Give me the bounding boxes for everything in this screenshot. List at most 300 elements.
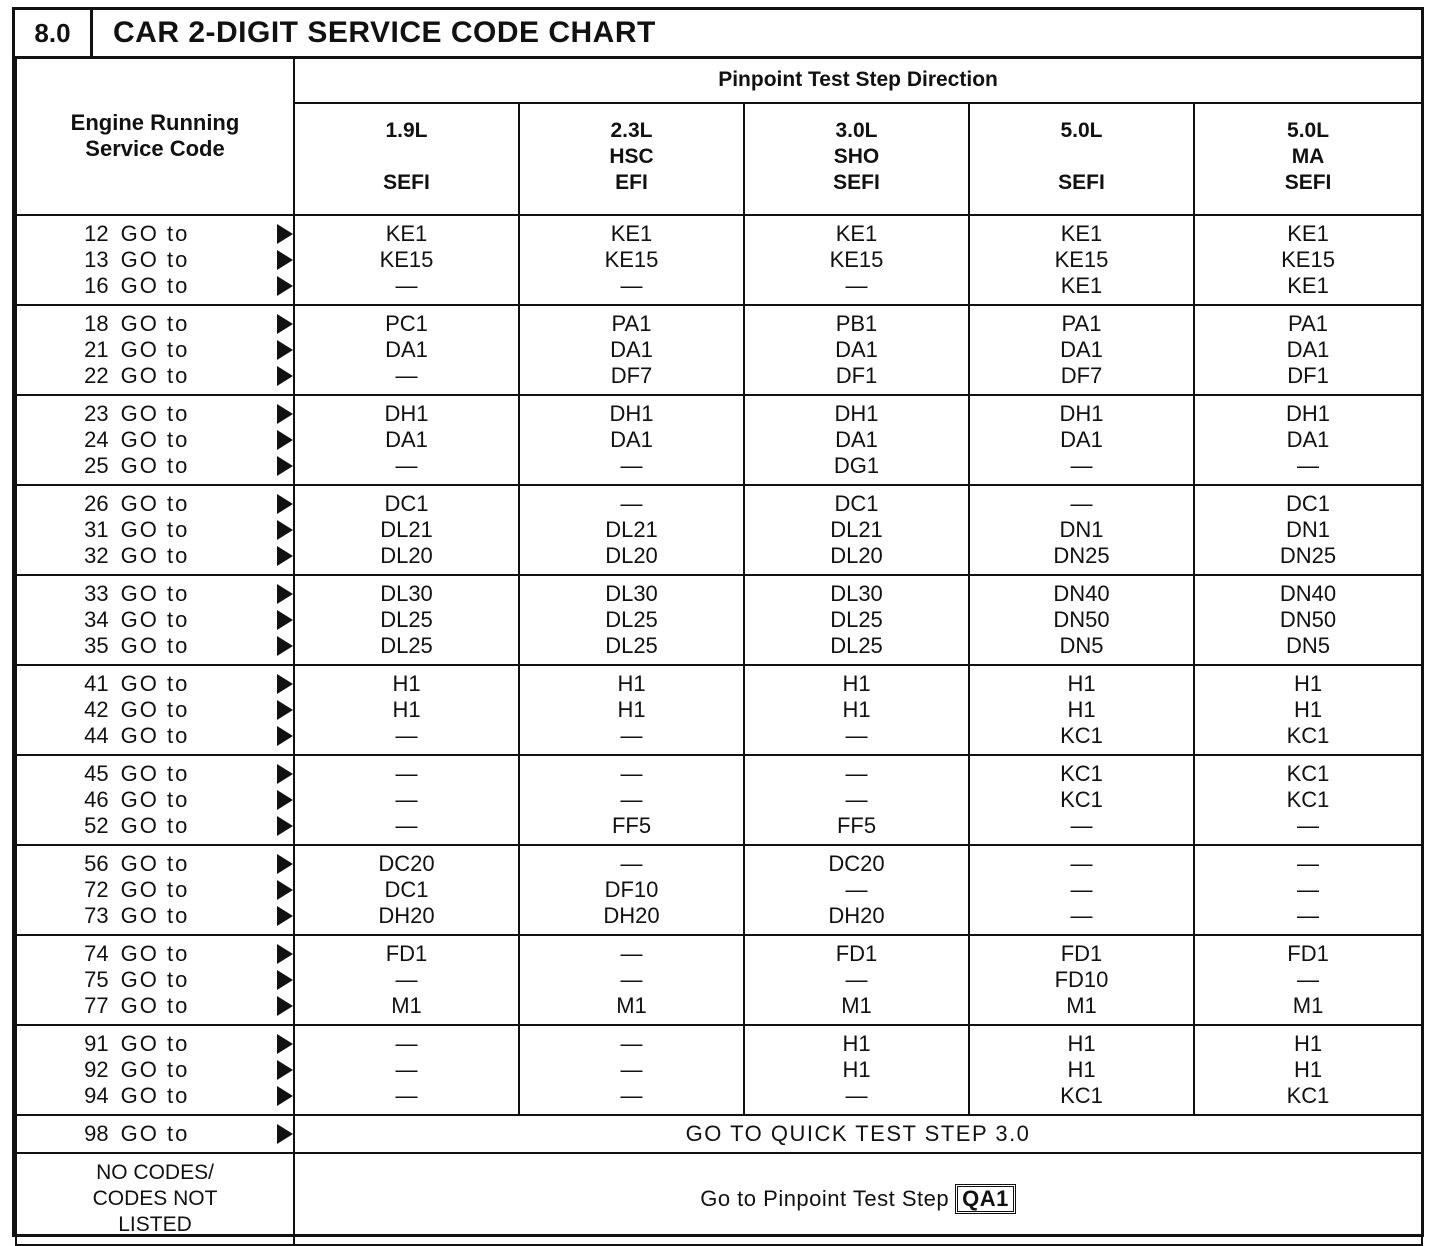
service-code: 18 — [84, 311, 109, 336]
step-value: H1 — [1293, 1057, 1323, 1082]
service-code-cell — [16, 305, 294, 395]
step-value: DC20 — [828, 851, 885, 876]
step-value: H1 — [617, 671, 646, 696]
step-value: — — [395, 1083, 418, 1108]
step-value: KC1 — [1286, 761, 1330, 786]
step-cell — [519, 755, 744, 845]
go-to-label: GO to — [120, 967, 190, 992]
service-code: 44 — [84, 723, 109, 748]
step-value: DF1 — [835, 363, 878, 388]
service-code: 33 — [84, 581, 109, 606]
arrow-right-icon — [277, 494, 293, 514]
step-value: H1 — [1293, 1031, 1323, 1056]
go-to-label: GO to — [120, 247, 190, 272]
step-cell — [294, 845, 519, 935]
service-code-cell — [16, 395, 294, 485]
go-to-label: GO to — [120, 761, 190, 786]
step-cell — [519, 845, 744, 935]
go-to-label: GO to — [120, 723, 190, 748]
step-value: DA1 — [385, 337, 428, 362]
step-value: H1 — [842, 697, 871, 722]
step-value: DA1 — [835, 337, 878, 362]
table-row-no-codes — [16, 1153, 1422, 1245]
step-value: DC1 — [1286, 491, 1331, 516]
step-value: DH1 — [1059, 401, 1104, 426]
step-value: — — [1070, 851, 1093, 876]
step-cell — [744, 575, 969, 665]
step-cell — [969, 395, 1194, 485]
step-cell — [294, 755, 519, 845]
step-value: DN50 — [1279, 607, 1337, 632]
step-value: PA1 — [1288, 311, 1328, 336]
arrow-right-icon — [277, 700, 293, 720]
step-value: — — [1070, 491, 1093, 516]
step-value: — — [1070, 877, 1093, 902]
arrow-right-icon — [277, 366, 293, 386]
step-value: DL21 — [830, 517, 883, 542]
step-value: — — [620, 453, 643, 478]
service-code-header: Engine Running Service Code — [16, 57, 294, 215]
table-row — [16, 935, 1422, 1025]
service-code: 12 — [84, 221, 109, 246]
go-to-label: GO to — [120, 427, 190, 452]
service-code: 52 — [84, 813, 109, 838]
step-value: DA1 — [835, 427, 878, 452]
service-code-cell — [16, 1115, 294, 1153]
step-value: — — [395, 453, 418, 478]
step-value: — — [620, 967, 643, 992]
step-cell — [1194, 305, 1422, 395]
go-to-label: GO to — [120, 787, 190, 812]
step-value: KC1 — [1286, 787, 1330, 812]
step-cell — [969, 755, 1194, 845]
step-value: H1 — [1293, 697, 1323, 722]
service-code: 34 — [84, 607, 109, 632]
go-to-label: GO to — [120, 941, 190, 966]
step-cell — [1194, 935, 1422, 1025]
step-cell — [294, 215, 519, 305]
table-row — [16, 395, 1422, 485]
go-to-label: GO to — [120, 401, 190, 426]
step-value: DA1 — [1060, 337, 1103, 362]
engine-header: 1.9L SEFI — [294, 103, 519, 215]
step-value: — — [1070, 813, 1093, 838]
step-value: H1 — [392, 697, 421, 722]
service-code: 22 — [84, 363, 109, 388]
chart-body — [16, 215, 1422, 1245]
service-code: 31 — [84, 517, 109, 542]
go-to-label: GO to — [120, 453, 190, 478]
step-cell — [1194, 395, 1422, 485]
step-value: DN40 — [1053, 581, 1110, 606]
step-cell — [969, 935, 1194, 1025]
step-value: — — [1297, 851, 1320, 876]
step-value: H1 — [392, 671, 421, 696]
service-code: 91 — [84, 1031, 109, 1056]
step-value: DH1 — [1286, 401, 1331, 426]
step-value: DC1 — [834, 491, 879, 516]
step-value: H1 — [842, 1057, 871, 1082]
step-cell — [969, 1025, 1194, 1115]
step-value: DA1 — [1286, 337, 1330, 362]
step-value: KE15 — [829, 247, 884, 272]
go-to-label: GO to — [120, 273, 190, 298]
step-value: — — [845, 787, 868, 812]
go-to-label: GO to — [120, 1083, 190, 1108]
step-value: DL25 — [380, 607, 433, 632]
step-value: — — [1297, 453, 1320, 478]
quick-test-direction: GO TO QUICK TEST STEP 3.0 — [294, 1115, 1422, 1153]
go-to-label: GO to — [120, 993, 190, 1018]
go-to-label: GO to — [120, 877, 190, 902]
step-value: — — [1070, 453, 1093, 478]
step-value: FD10 — [1054, 967, 1109, 992]
step-value: PB1 — [835, 311, 878, 336]
step-value: — — [395, 1031, 418, 1056]
service-code: 73 — [84, 903, 109, 928]
service-code: 23 — [84, 401, 109, 426]
table-row-98 — [16, 1115, 1422, 1153]
no-codes-text: Go to Pinpoint Test Step — [700, 1186, 950, 1211]
step-value: H1 — [1067, 1031, 1096, 1056]
arrow-right-icon — [277, 764, 293, 784]
service-code: 75 — [84, 967, 109, 992]
arrow-right-icon — [277, 224, 293, 244]
step-cell — [969, 485, 1194, 575]
step-cell — [744, 845, 969, 935]
service-code: 21 — [84, 337, 109, 362]
arrow-right-icon — [277, 906, 293, 926]
step-value: KE1 — [1287, 273, 1329, 298]
step-cell — [294, 305, 519, 395]
step-value: DH20 — [378, 903, 435, 928]
step-value: — — [620, 851, 643, 876]
step-value: — — [1070, 903, 1093, 928]
step-value: DL25 — [605, 607, 658, 632]
no-codes-direction — [294, 1153, 1422, 1245]
step-cell — [744, 395, 969, 485]
step-value: DN1 — [1286, 517, 1331, 542]
arrow-right-icon — [277, 726, 293, 746]
arrow-right-icon — [277, 276, 293, 296]
go-to-label: GO to — [120, 1121, 190, 1146]
step-value: KE1 — [1287, 221, 1329, 246]
step-value: — — [395, 273, 418, 298]
service-code: 13 — [84, 247, 109, 272]
step-value: DN50 — [1053, 607, 1110, 632]
service-code: 16 — [84, 273, 109, 298]
go-to-label: GO to — [120, 1031, 190, 1056]
arrow-right-icon — [277, 314, 293, 334]
step-value: — — [1297, 903, 1320, 928]
step-value: — — [845, 723, 868, 748]
table-row — [16, 485, 1422, 575]
step-cell — [294, 1025, 519, 1115]
table-row — [16, 1025, 1422, 1115]
step-value: DL25 — [380, 633, 433, 658]
go-to-label: GO to — [120, 633, 190, 658]
service-code: 25 — [84, 453, 109, 478]
step-value: — — [620, 941, 643, 966]
step-cell — [294, 485, 519, 575]
step-cell — [744, 485, 969, 575]
step-value: DA1 — [610, 337, 653, 362]
table-row — [16, 305, 1422, 395]
step-value: DC20 — [378, 851, 435, 876]
step-cell — [294, 575, 519, 665]
step-cell — [744, 665, 969, 755]
step-cell — [519, 395, 744, 485]
step-cell — [1194, 665, 1422, 755]
step-value: H1 — [617, 697, 646, 722]
step-value: H1 — [842, 671, 871, 696]
arrow-right-icon — [277, 340, 293, 360]
step-value: FF5 — [836, 813, 877, 838]
step-value: — — [620, 723, 643, 748]
step-value: DH20 — [603, 903, 660, 928]
step-value: — — [620, 1031, 643, 1056]
service-code: 32 — [84, 543, 109, 568]
step-value: — — [620, 1083, 643, 1108]
service-code: 92 — [84, 1057, 109, 1082]
step-value: PA1 — [611, 311, 652, 336]
arrow-right-icon — [277, 816, 293, 836]
step-value: KE1 — [1060, 221, 1103, 246]
service-code: 56 — [84, 851, 109, 876]
table-row — [16, 845, 1422, 935]
step-value: DH20 — [828, 903, 885, 928]
go-to-label: GO to — [120, 311, 190, 336]
step-value: DH1 — [609, 401, 654, 426]
step-cell — [1194, 1025, 1422, 1115]
arrow-right-icon — [277, 944, 293, 964]
step-value: KE15 — [604, 247, 659, 272]
step-value: M1 — [391, 993, 422, 1018]
step-value: DA1 — [610, 427, 653, 452]
service-code: 45 — [84, 761, 109, 786]
page-title: CAR 2-DIGIT SERVICE CODE CHART — [113, 16, 656, 49]
step-value: M1 — [841, 993, 872, 1018]
step-value: DL30 — [605, 581, 658, 606]
step-cell — [519, 935, 744, 1025]
step-value: DA1 — [1060, 427, 1103, 452]
step-value: KE15 — [1054, 247, 1109, 272]
go-to-label: GO to — [120, 813, 190, 838]
engine-header: 5.0L MA SEFI — [1194, 103, 1422, 215]
arrow-right-icon — [277, 1124, 293, 1144]
step-value: — — [845, 761, 868, 786]
engine-header: 5.0L SEFI — [969, 103, 1194, 215]
pinpoint-header: Pinpoint Test Step Direction — [294, 57, 1422, 103]
table-row — [16, 755, 1422, 845]
step-value: KC1 — [1060, 723, 1103, 748]
go-to-label: GO to — [120, 697, 190, 722]
table-row — [16, 575, 1422, 665]
service-code-cell — [16, 755, 294, 845]
service-code: 77 — [84, 993, 109, 1018]
step-value: KE15 — [379, 247, 434, 272]
step-cell — [519, 665, 744, 755]
arrow-right-icon — [277, 404, 293, 424]
step-value: DL21 — [380, 517, 433, 542]
go-to-label: GO to — [120, 221, 190, 246]
step-value: DN40 — [1279, 581, 1337, 606]
step-value: DG1 — [833, 453, 880, 478]
step-value: DL20 — [605, 543, 658, 568]
step-value: DF7 — [610, 363, 653, 388]
step-value: — — [1297, 877, 1320, 902]
step-cell — [969, 845, 1194, 935]
step-value: — — [395, 761, 418, 786]
no-codes-label: NO CODES/ CODES NOT LISTED — [16, 1153, 294, 1245]
arrow-right-icon — [277, 250, 293, 270]
step-cell — [1194, 485, 1422, 575]
service-code-chart — [12, 7, 1424, 1237]
step-value: H1 — [1067, 1057, 1096, 1082]
service-code-cell — [16, 1025, 294, 1115]
table-row — [16, 665, 1422, 755]
step-value: DC1 — [384, 877, 429, 902]
step-cell — [1194, 215, 1422, 305]
arrow-right-icon — [277, 880, 293, 900]
step-value: M1 — [1292, 993, 1324, 1018]
step-value: DN25 — [1279, 543, 1337, 568]
step-value: — — [620, 273, 643, 298]
arrow-right-icon — [277, 1034, 293, 1054]
service-code-cell — [16, 215, 294, 305]
code-table — [15, 56, 1423, 1246]
step-value: KE15 — [1281, 247, 1335, 272]
step-cell — [1194, 755, 1422, 845]
step-value: DN5 — [1059, 633, 1104, 658]
step-value: PC1 — [385, 311, 428, 336]
step-value: DF10 — [604, 877, 659, 902]
step-value: — — [845, 273, 868, 298]
title-bar — [15, 10, 1421, 59]
service-code: 24 — [84, 427, 109, 452]
step-cell — [519, 575, 744, 665]
step-cell — [294, 395, 519, 485]
engine-header: 2.3L HSC EFI — [519, 103, 744, 215]
step-cell — [969, 665, 1194, 755]
arrow-right-icon — [277, 456, 293, 476]
arrow-right-icon — [277, 610, 293, 630]
service-code-cell — [16, 485, 294, 575]
step-value: DL25 — [830, 607, 883, 632]
step-value: DL20 — [830, 543, 883, 568]
arrow-right-icon — [277, 1060, 293, 1080]
service-code: 42 — [84, 697, 109, 722]
go-to-label: GO to — [120, 851, 190, 876]
step-value: — — [845, 1083, 868, 1108]
step-value: PA1 — [1061, 311, 1102, 336]
go-to-label: GO to — [120, 607, 190, 632]
go-to-label: GO to — [120, 543, 190, 568]
arrow-right-icon — [277, 430, 293, 450]
engine-header: 3.0L SHO SEFI — [744, 103, 969, 215]
step-value: DC1 — [384, 491, 429, 516]
step-value: H1 — [1293, 671, 1323, 696]
step-value: — — [395, 813, 418, 838]
step-cell — [1194, 575, 1422, 665]
step-value: — — [395, 363, 418, 388]
step-value: — — [845, 877, 868, 902]
service-code: 26 — [84, 491, 109, 516]
step-value: — — [620, 787, 643, 812]
go-to-label: GO to — [120, 581, 190, 606]
step-value: DL21 — [605, 517, 658, 542]
step-value: — — [620, 761, 643, 786]
go-to-label: GO to — [120, 337, 190, 362]
go-to-label: GO to — [120, 1057, 190, 1082]
step-value: DN1 — [1059, 517, 1104, 542]
step-value: DL25 — [830, 633, 883, 658]
service-code: 74 — [84, 941, 109, 966]
arrow-right-icon — [277, 636, 293, 656]
service-code: 41 — [84, 671, 109, 696]
step-value: DL25 — [605, 633, 658, 658]
arrow-right-icon — [277, 790, 293, 810]
step-value: — — [620, 1057, 643, 1082]
step-value: DA1 — [385, 427, 428, 452]
step-value: FD1 — [385, 941, 428, 966]
step-value: KC1 — [1060, 787, 1103, 812]
step-cell — [519, 305, 744, 395]
step-value: DF7 — [1060, 363, 1103, 388]
step-value: DH1 — [834, 401, 879, 426]
step-value: KC1 — [1060, 761, 1103, 786]
step-value: DL20 — [380, 543, 433, 568]
step-cell — [969, 305, 1194, 395]
step-cell — [1194, 845, 1422, 935]
step-value: DN5 — [1286, 633, 1331, 658]
arrow-right-icon — [277, 674, 293, 694]
step-value: — — [395, 967, 418, 992]
go-to-label: GO to — [120, 671, 190, 696]
step-value: DA1 — [1286, 427, 1330, 452]
step-value: DL30 — [380, 581, 433, 606]
arrow-right-icon — [277, 970, 293, 990]
step-cell — [519, 485, 744, 575]
step-value: KE1 — [610, 221, 653, 246]
service-code: 94 — [84, 1083, 109, 1108]
step-value: M1 — [616, 993, 647, 1018]
step-value: KC1 — [1060, 1083, 1103, 1108]
service-code: 46 — [84, 787, 109, 812]
step-cell — [744, 755, 969, 845]
step-value: KE1 — [1060, 273, 1103, 298]
qa1-step-box: QA1 — [955, 1184, 1016, 1214]
arrow-right-icon — [277, 996, 293, 1016]
go-to-label: GO to — [120, 363, 190, 388]
go-to-label: GO to — [120, 491, 190, 516]
service-code-cell — [16, 845, 294, 935]
step-cell — [969, 215, 1194, 305]
arrow-right-icon — [277, 1086, 293, 1106]
step-value: — — [1297, 813, 1320, 838]
step-cell — [744, 935, 969, 1025]
service-code-cell — [16, 665, 294, 755]
step-cell — [519, 215, 744, 305]
section-number: 8.0 — [15, 10, 93, 56]
step-value: DN25 — [1053, 543, 1110, 568]
service-code: 98 — [84, 1121, 109, 1146]
step-value: KE1 — [835, 221, 878, 246]
service-code: 35 — [84, 633, 109, 658]
arrow-right-icon — [277, 584, 293, 604]
go-to-label: GO to — [120, 903, 190, 928]
step-value: KC1 — [1286, 723, 1330, 748]
